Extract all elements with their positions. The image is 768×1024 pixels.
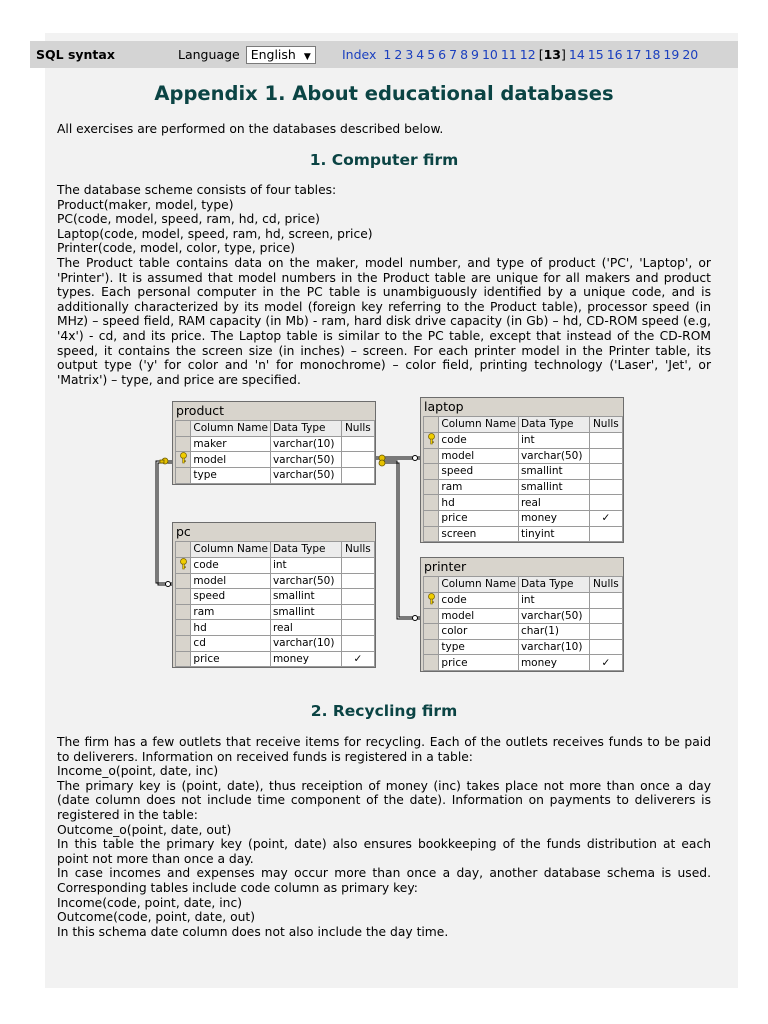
data-type: smallint — [518, 464, 589, 480]
row-selector — [176, 620, 191, 636]
relation-end-icon — [166, 582, 171, 587]
section2-line: In case incomes and expenses may occur more than once a day, another database schema is used. Corresponding tables include code column as primary key: — [57, 866, 711, 895]
column-name: cd — [191, 635, 271, 651]
row-selector — [176, 421, 191, 437]
column-name: model — [439, 448, 519, 464]
column-name: type — [191, 468, 271, 484]
nulls-check — [589, 608, 622, 624]
table-row — [424, 639, 623, 655]
key-icon — [176, 557, 191, 573]
page-link[interactable]: 2 — [394, 47, 403, 62]
row-selector — [176, 468, 191, 484]
row-selector — [424, 464, 439, 480]
page-link[interactable]: 19 — [663, 47, 680, 62]
data-type: real — [518, 495, 589, 511]
page-title: Appendix 1. About educational databases — [154, 82, 614, 105]
data-type: money — [270, 651, 341, 667]
column-header: Column Name — [439, 417, 519, 433]
column-header: Column Name — [191, 542, 271, 558]
table-row — [424, 608, 623, 624]
data-type: real — [270, 620, 341, 636]
column-name: type — [439, 639, 519, 655]
section2-line: Outcome_o(point, date, out) — [57, 822, 232, 837]
column-name: color — [439, 624, 519, 640]
row-selector — [424, 448, 439, 464]
table-name: printer — [424, 559, 467, 574]
schema-line: Laptop(code, model, speed, ram, hd, screen, price) — [57, 226, 373, 241]
page-link[interactable]: 1 — [383, 47, 392, 62]
column-header-row — [424, 417, 623, 433]
relation-product-printer — [380, 461, 420, 619]
nulls-check — [589, 526, 622, 542]
data-type: varchar(10) — [270, 635, 341, 651]
column-name: price — [439, 655, 519, 671]
key-icon — [176, 452, 191, 468]
key-icon — [424, 432, 439, 448]
relation-end-icon — [413, 616, 418, 621]
table-pc — [172, 522, 376, 668]
nulls-check — [341, 635, 374, 651]
nulls-check: ✓ — [589, 655, 622, 671]
row-selector — [176, 573, 191, 589]
data-type: varchar(10) — [270, 436, 341, 452]
section2-line: In this table the primary key (point, date) also ensures bookkeeping of the funds distribution at each point not more than once a day. — [57, 837, 711, 866]
column-header: Nulls — [589, 417, 622, 433]
data-type: int — [518, 592, 589, 608]
table-product — [172, 401, 376, 485]
table-row — [424, 432, 623, 448]
column-header-row — [176, 542, 375, 558]
language-value: English — [250, 47, 296, 62]
column-name: speed — [191, 589, 271, 605]
nulls-check — [589, 432, 622, 448]
page-link[interactable]: 8 — [460, 47, 469, 62]
data-type: money — [518, 510, 589, 526]
table-row — [424, 495, 623, 511]
row-selector — [424, 608, 439, 624]
column-header: Nulls — [341, 542, 374, 558]
column-name: code — [439, 432, 519, 448]
column-name: model — [439, 608, 519, 624]
schema-line: PC(code, model, speed, ram, hd, cd, price) — [57, 212, 320, 227]
column-header-row — [176, 421, 375, 437]
column-name: model — [191, 452, 271, 468]
table-row — [176, 651, 375, 667]
column-name: screen — [439, 526, 519, 542]
table-row — [176, 620, 375, 636]
row-selector — [176, 436, 191, 452]
column-header: Data Type — [270, 421, 341, 437]
current-page-number: 13 — [543, 47, 561, 62]
table-name: product — [176, 403, 225, 418]
data-type: smallint — [270, 589, 341, 605]
table-printer — [420, 557, 624, 672]
section2-line: Income_o(point, date, inc) — [57, 764, 219, 779]
page-link[interactable]: 9 — [471, 47, 479, 62]
page-link[interactable]: 11 — [500, 47, 517, 62]
nulls-check — [589, 448, 622, 464]
column-header: Data Type — [270, 542, 341, 558]
data-type: varchar(50) — [518, 448, 589, 464]
page-link[interactable]: 18 — [644, 47, 661, 62]
column-header-row — [424, 577, 623, 593]
page-link[interactable]: 3 — [405, 47, 414, 62]
row-selector — [424, 510, 439, 526]
section1-heading: 1. Computer firm — [309, 151, 459, 169]
column-header: Nulls — [589, 577, 622, 593]
data-type: varchar(10) — [518, 639, 589, 655]
data-type: smallint — [270, 604, 341, 620]
table-row — [176, 452, 375, 468]
page-link[interactable]: 16 — [606, 47, 623, 62]
nulls-check — [341, 604, 374, 620]
data-type: varchar(50) — [270, 452, 341, 468]
data-type: int — [270, 557, 341, 573]
table-laptop — [420, 397, 624, 543]
table-row — [424, 592, 623, 608]
table-row — [176, 468, 375, 484]
page-link[interactable]: 20 — [682, 47, 699, 62]
nulls-check — [341, 468, 374, 484]
row-selector — [424, 624, 439, 640]
nulls-check — [341, 557, 374, 573]
table-row — [176, 573, 375, 589]
chevron-down-icon: ▼ — [303, 52, 311, 62]
section2-line: Income(code, point, date, inc) — [57, 895, 243, 910]
key-icon — [424, 592, 439, 608]
table-row — [176, 589, 375, 605]
nulls-check — [589, 464, 622, 480]
column-header: Data Type — [518, 417, 589, 433]
data-type: varchar(50) — [270, 573, 341, 589]
nulls-check — [589, 495, 622, 511]
data-type: varchar(50) — [270, 468, 341, 484]
column-name: maker — [191, 436, 271, 452]
table-row — [176, 436, 375, 452]
data-type: smallint — [518, 479, 589, 495]
current-page: [13] — [538, 47, 566, 62]
nulls-check — [341, 452, 374, 468]
data-type: money — [518, 655, 589, 671]
row-selector — [424, 479, 439, 495]
column-header: Data Type — [518, 577, 589, 593]
column-name: ram — [439, 479, 519, 495]
column-name: code — [439, 592, 519, 608]
section2-line: The firm has a few outlets that receive items for recycling. Each of the outlets receives funds to be paid to deliverers. Information on received funds is registered in a table: — [57, 735, 711, 764]
column-name: speed — [439, 464, 519, 480]
language-label: Language — [178, 47, 240, 62]
nulls-check — [341, 589, 374, 605]
column-name: hd — [191, 620, 271, 636]
row-selector — [176, 589, 191, 605]
intro-text: All exercises are performed on the databases described below. — [57, 122, 444, 136]
row-selector — [176, 635, 191, 651]
section2-line: The primary key is (point, date), thus receiption of money (inc) takes place not more than once a day (date column does not include time component of the date). Information on payments to deliverers is registered in the table: — [57, 778, 711, 822]
column-name: price — [191, 651, 271, 667]
table-name: pc — [176, 524, 191, 539]
section2-line: Outcome(code, point, date, out) — [57, 910, 256, 925]
schema-line: The database scheme consists of four tables: — [57, 183, 337, 197]
section2-heading: 2. Recycling firm — [310, 702, 458, 720]
relation-end-icon — [413, 456, 418, 461]
column-name: price — [439, 510, 519, 526]
nulls-check — [589, 624, 622, 640]
row-selector — [424, 655, 439, 671]
schema-line: Printer(code, model, color, type, price) — [57, 241, 296, 256]
row-selector — [424, 417, 439, 433]
row-selector — [176, 604, 191, 620]
column-header: Column Name — [191, 421, 271, 437]
page-link[interactable]: 7 — [449, 47, 458, 62]
column-header: Column Name — [439, 577, 519, 593]
nulls-check — [589, 639, 622, 655]
column-name: hd — [439, 495, 519, 511]
schema-line: Product(maker, model, type) — [57, 197, 234, 212]
page-link[interactable]: 6 — [438, 47, 447, 62]
table-row — [176, 557, 375, 573]
nulls-check: ✓ — [589, 510, 622, 526]
table-row — [424, 464, 623, 480]
row-selector — [176, 542, 191, 558]
column-header: Nulls — [341, 421, 374, 437]
row-selector — [424, 639, 439, 655]
table-row — [424, 510, 623, 526]
data-type: char(1) — [518, 624, 589, 640]
row-selector — [424, 495, 439, 511]
page-link[interactable]: 12 — [519, 47, 536, 62]
page-link[interactable]: 15 — [587, 47, 604, 62]
data-type: tinyint — [518, 526, 589, 542]
column-name: model — [191, 573, 271, 589]
nulls-check — [341, 620, 374, 636]
column-name: code — [191, 557, 271, 573]
section-label: SQL syntax — [36, 47, 115, 62]
row-selector — [424, 526, 439, 542]
page-link[interactable]: 4 — [416, 47, 425, 62]
table-name: laptop — [424, 399, 464, 414]
section2-text — [57, 735, 711, 939]
data-type: varchar(50) — [518, 608, 589, 624]
page-link[interactable]: 17 — [625, 47, 642, 62]
table-row — [424, 655, 623, 671]
row-selector — [176, 651, 191, 667]
nulls-check — [589, 592, 622, 608]
index-link[interactable]: Index — [342, 47, 377, 62]
section1-paragraph: The Product table contains data on the maker, model number, and type of product ('PC', 'Laptop', or 'Printer'). It is assumed that model numbers in the Product table are unique for all makers and product types. Each personal computer in the PC table is unambiguously identified by a unique code, and is additionally characterized by its model (foreign key referring to the Product table), processor speed (in MHz) – speed field, RAM capacity (in Mb) - ram, hard disk drive capacity (in Gb) – hd, CD-ROM speed (e.g, '4x') - cd, and its price. The Laptop table is similar to the PC table, except that instead of the CD-ROM speed, it contains the screen size (in inches) – screen. For each printer model in the Printer table, its output type ('y' for color and 'n' for monochrome) – color field, printing technology ('Laser', 'Jet', or 'Matrix') – type, and price are specified. — [57, 255, 711, 387]
table-row — [424, 526, 623, 542]
nulls-check — [341, 573, 374, 589]
table-row — [176, 635, 375, 651]
row-selector — [424, 577, 439, 593]
table-row — [176, 604, 375, 620]
table-row — [424, 448, 623, 464]
nulls-check — [589, 479, 622, 495]
page-link[interactable]: 10 — [481, 47, 498, 62]
page-link[interactable]: 14 — [568, 47, 585, 62]
page-link[interactable]: 5 — [427, 47, 436, 62]
nulls-check — [341, 436, 374, 452]
data-type: int — [518, 432, 589, 448]
table-row — [424, 624, 623, 640]
section2-line: In this schema date column does not also include the day time. — [57, 924, 449, 939]
column-name: ram — [191, 604, 271, 620]
table-row — [424, 479, 623, 495]
nulls-check: ✓ — [341, 651, 374, 667]
